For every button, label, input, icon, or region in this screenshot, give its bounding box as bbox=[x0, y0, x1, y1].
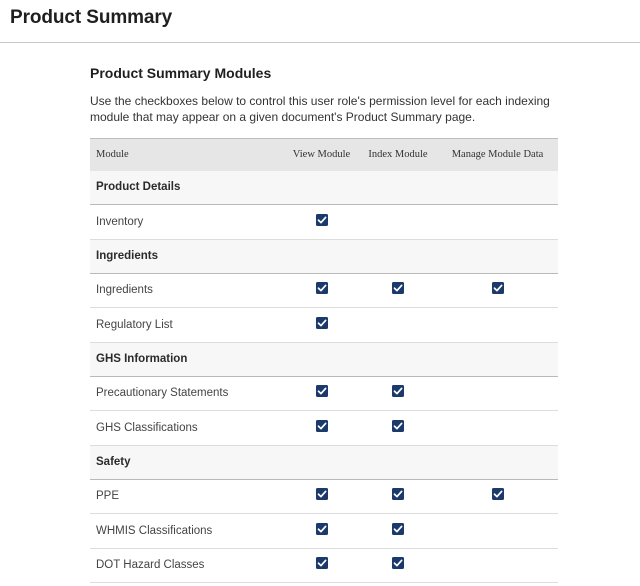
table-row bbox=[90, 514, 558, 549]
index-module-cell bbox=[359, 308, 437, 343]
index-module-checkbox[interactable] bbox=[392, 488, 404, 500]
view-module-checkbox[interactable] bbox=[316, 214, 328, 226]
group-label: Safety bbox=[96, 456, 131, 468]
checkbox-checked-icon bbox=[393, 558, 403, 568]
group-row bbox=[90, 445, 558, 479]
manage-module-data-cell bbox=[437, 479, 558, 514]
section-description: Use the checkboxes below to control this user role's permission level for each indexing module that may appear on a given document's Product Summary page. bbox=[90, 94, 550, 124]
group-label: Product Details bbox=[96, 181, 181, 194]
manage-module-data-cell bbox=[437, 273, 558, 308]
view-module-checkbox[interactable] bbox=[316, 385, 328, 397]
view-module-checkbox[interactable] bbox=[316, 523, 328, 535]
checkbox-checked-icon bbox=[393, 524, 403, 534]
checkbox-checked-icon bbox=[317, 524, 327, 534]
index-module-checkbox[interactable] bbox=[392, 557, 404, 569]
checkbox-checked-icon bbox=[493, 283, 503, 293]
index-module-cell bbox=[359, 376, 437, 411]
manage-module-data-cell bbox=[437, 548, 558, 583]
group-row bbox=[90, 239, 558, 273]
index-module-cell bbox=[359, 548, 437, 583]
manage-module-data-cell bbox=[437, 376, 558, 411]
checkbox-checked-icon bbox=[393, 421, 403, 431]
view-module-checkbox[interactable] bbox=[316, 420, 328, 432]
group-label: GHS Information bbox=[96, 353, 188, 365]
manage-module-data-cell bbox=[437, 205, 558, 240]
view-module-cell bbox=[284, 514, 359, 549]
view-module-checkbox[interactable] bbox=[316, 282, 328, 294]
view-module-cell bbox=[284, 205, 359, 240]
column-header-index-module: Index Module bbox=[368, 149, 428, 161]
checkbox-checked-icon bbox=[317, 283, 327, 293]
manage-module-data-cell bbox=[437, 411, 558, 446]
module-label: WHMIS Classifications bbox=[96, 524, 213, 537]
table-row bbox=[90, 376, 558, 411]
checkbox-checked-icon bbox=[317, 421, 327, 431]
module-label: Inventory bbox=[96, 215, 144, 228]
page-title: Product Summary bbox=[10, 7, 173, 28]
group-row bbox=[90, 171, 558, 205]
table-body bbox=[90, 171, 558, 583]
checkbox-checked-icon bbox=[493, 489, 503, 499]
checkbox-checked-icon bbox=[317, 558, 327, 568]
index-module-checkbox[interactable] bbox=[392, 385, 404, 397]
view-module-cell bbox=[284, 376, 359, 411]
manage-module-data-checkbox[interactable] bbox=[492, 488, 504, 500]
checkbox-checked-icon bbox=[317, 318, 327, 328]
checkbox-checked-icon bbox=[317, 386, 327, 396]
column-header-module: Module bbox=[96, 149, 129, 161]
table-row bbox=[90, 308, 558, 343]
table-header-row bbox=[90, 139, 558, 171]
table-row bbox=[90, 548, 558, 583]
module-label: Precautionary Statements bbox=[96, 387, 229, 400]
index-module-checkbox[interactable] bbox=[392, 420, 404, 432]
column-header-manage-module-data: Manage Module Data bbox=[451, 149, 544, 161]
view-module-cell bbox=[284, 308, 359, 343]
page-header bbox=[0, 0, 640, 43]
checkbox-checked-icon bbox=[317, 489, 327, 499]
index-module-checkbox[interactable] bbox=[392, 523, 404, 535]
module-label: PPE bbox=[96, 490, 120, 503]
column-header-view-module: View Module bbox=[292, 149, 351, 161]
checkbox-checked-icon bbox=[317, 215, 327, 225]
module-label: GHS Classifications bbox=[96, 421, 198, 434]
group-row bbox=[90, 342, 558, 376]
table-row bbox=[90, 411, 558, 446]
view-module-cell bbox=[284, 273, 359, 308]
index-module-cell bbox=[359, 273, 437, 308]
checkbox-checked-icon bbox=[393, 386, 403, 396]
section-title: Product Summary Modules bbox=[90, 65, 272, 81]
group-label: Ingredients bbox=[96, 250, 158, 262]
product-summary-modules-section bbox=[90, 62, 558, 572]
view-module-checkbox[interactable] bbox=[316, 557, 328, 569]
index-module-cell bbox=[359, 479, 437, 514]
table-row bbox=[90, 273, 558, 308]
view-module-checkbox[interactable] bbox=[316, 488, 328, 500]
index-module-cell bbox=[359, 205, 437, 240]
checkbox-checked-icon bbox=[393, 489, 403, 499]
table-row bbox=[90, 205, 558, 240]
module-label: Ingredients bbox=[96, 284, 153, 297]
view-module-checkbox[interactable] bbox=[316, 317, 328, 329]
index-module-cell bbox=[359, 514, 437, 549]
view-module-cell bbox=[284, 411, 359, 446]
module-label: Regulatory List bbox=[96, 318, 173, 331]
manage-module-data-checkbox[interactable] bbox=[492, 282, 504, 294]
index-module-cell bbox=[359, 411, 437, 446]
view-module-cell bbox=[284, 548, 359, 583]
index-module-checkbox[interactable] bbox=[392, 282, 404, 294]
view-module-cell bbox=[284, 479, 359, 514]
manage-module-data-cell bbox=[437, 514, 558, 549]
module-label: DOT Hazard Classes bbox=[96, 559, 205, 572]
manage-module-data-cell bbox=[437, 308, 558, 343]
table-row bbox=[90, 479, 558, 514]
permissions-table bbox=[90, 138, 558, 583]
checkbox-checked-icon bbox=[393, 283, 403, 293]
